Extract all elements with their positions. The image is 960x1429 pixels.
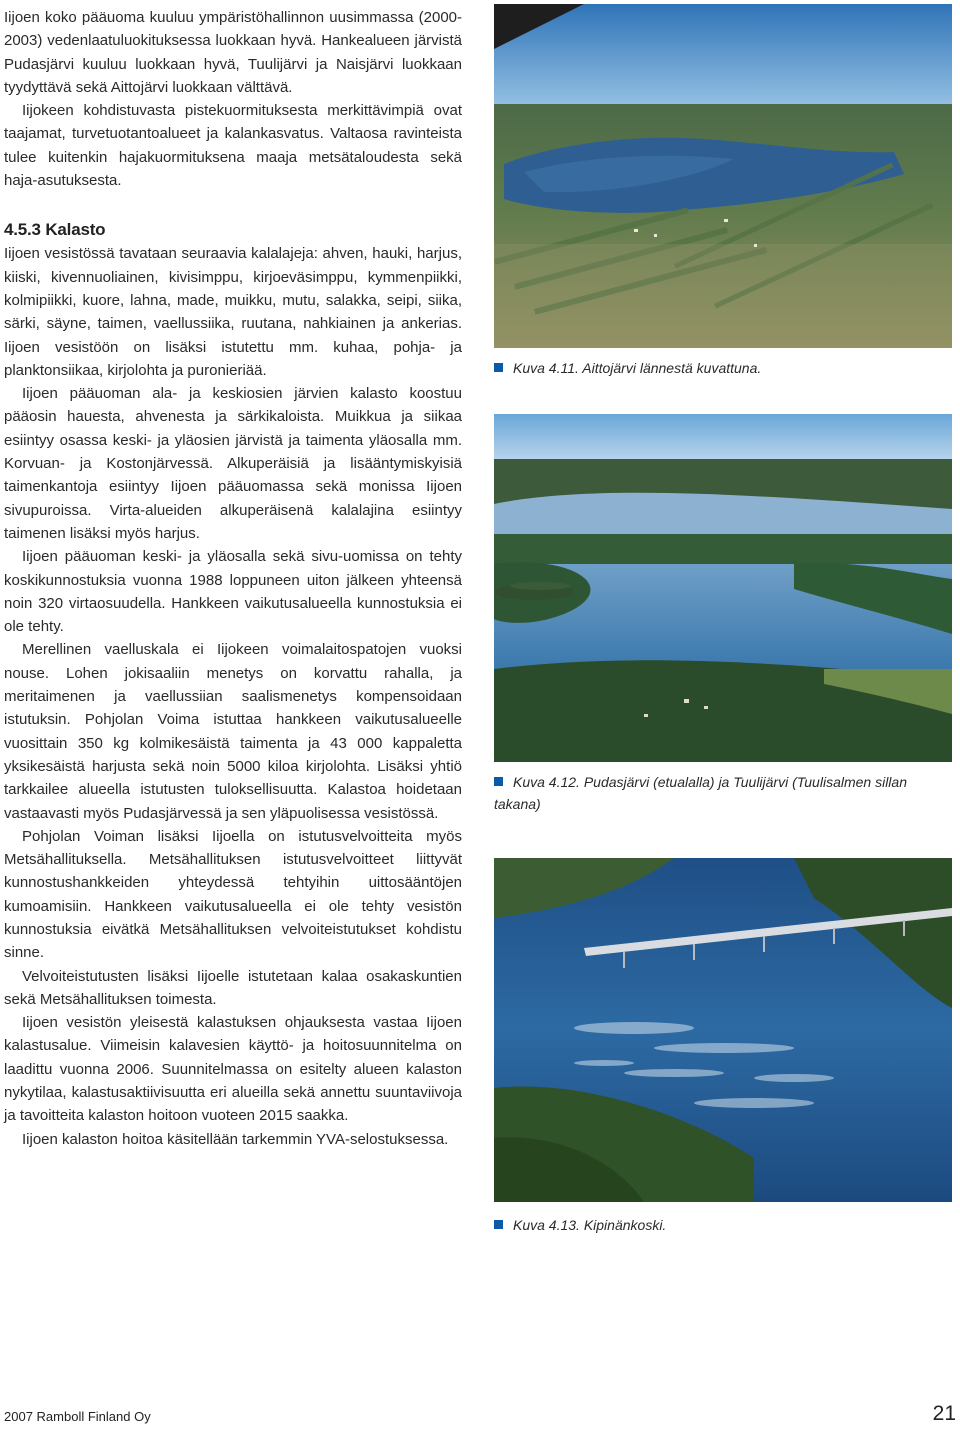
aerial-photo-aittojarvi xyxy=(494,4,952,348)
kalasto-paragraph-7: Iijoen vesistön yleisestä kalastuksen ohjauksesta vastaa Iijoen kalastusalue. Viimeisin kalavesien käyttö- ja hoitosuunnitelma on laadittu vuonna 2006. Suunnitelmassa on esitelty alueen kalaston nykytilaa, kalastusaktiivisuutta eri alueilla sekä annettu suuntaviivoja ja tavoitteita kalaston hoitoon vuoteen 2015 saakka. xyxy=(4,1014,462,1125)
kalasto-paragraph-6: Velvoiteistutusten lisäksi Iijoelle istutetaan kalaa osakaskuntien sekä Metsähallituksen toimesta. xyxy=(4,967,462,1008)
text-column xyxy=(4,6,462,1151)
page-number: 21 xyxy=(932,1402,956,1425)
kalasto-paragraph-5: Pohjolan Voiman lisäksi Iijoella on istutusvelvoitteita myös Metsähallituksella. Metsähallituksen istutusvelvoitteet liittyvät kunnostushankkeiden yhteydessä tehtyihin uittosääntöjen kumoamisiin. Hankkeen vaikutusalueella ei ole tehty vesistön kunnostuksia eivätkä Metsähallituksen velvoiteistutukset kohdistu sinne. xyxy=(4,827,462,962)
kalasto-paragraph-4: Merellinen vaelluskala ei Iijokeen voimalaitospatojen vuoksi nouse. Lohen jokisaaliin menetys on korvattu rahalla, ja meritaimenen ja vaellussiian saalismenetys kompensoidaan istutuksin. Pohjolan Voima istuttaa hankkeen vaikutusalueelle vuosittain 350 kg kolmikesäistä taimenta ja 43 000 kappaletta yksikesäistä harjusta sekä noin 5000 kiloa kirjolohta. Lisäksi yhtiö tarkkailee alueella istutusten tuloksellisuutta. Kalastoa hoidetaan vastaavasti myös Pudasjärvessä ja sen yläpuolisessa vesistössä. xyxy=(4,641,462,822)
intro-paragraph-1: Iijoen koko pääuoma kuuluu ympäristöhallinnon uusimmassa (2000-2003) vedenlaatuluokituksessa luokkaan hyvä. Hankealueen järvistä Pudasjärvi kuuluu luokkaan hyvä, Tuulijärvi ja Naisjärvi luokkaan tyydyttävä sekä Aittojärvi luokkaan välttävä. xyxy=(4,9,462,96)
caption-bullet xyxy=(494,1220,503,1229)
aerial-photo-kipinankoski xyxy=(494,858,952,1202)
kalasto-paragraph-1: Iijoen vesistössä tavataan seuraavia kalalajeja: ahven, hauki, harjus, kiiski, kivennuoliainen, kivisimppu, kirjoeväsimppu, kymmenpiikki, kolmipiikki, kuore, lahna, made, muikku, mutu, salakka, seipi, siika, särki, säyne, taimen, vaellussiika, ruutana, nahkiainen ja ankerias. Iijoen vesistöön on lisäksi istutettu mm. kuhaa, pohja- ja planktonsiikaa, kirjolohta ja puronieriää. xyxy=(4,245,462,379)
figure-caption-4-13: Kuva 4.13. Kipinänkoski. xyxy=(494,1214,934,1236)
figure-caption-4-11: Kuva 4.11. Aittojärvi lännestä kuvattuna. xyxy=(494,357,934,379)
footer-copyright: 2007 Ramboll Finland Oy xyxy=(4,1409,151,1424)
figure-caption-4-12: Kuva 4.12. Pudasjärvi (etualalla) ja Tuulijärvi (Tuulisalmen sillan takana) xyxy=(494,774,907,812)
kalasto-paragraph-2: Iijoen pääuoman ala- ja keskiosien järvien kalasto koostuu pääosin hauesta, ahvenesta ja särkikaloista. Muikkua ja siikaa esiintyy osassa keski- ja yläosien järvistä ja taimenta yläosalla mm. Korvuan- ja Kostonjärvessä. Alkuperäisiä ja lisääntymiskyisiä taimenkantoja esiintyy Iijoen pääuomassa sekä monissa Iijoen sivupuroissa. Virta-alueiden alkuperäisenä kalalajina esiintyy taimenen lisäksi myös harjus. xyxy=(4,385,462,542)
intro-paragraph-2: Iijokeen kohdistuvasta pistekuormituksesta merkittävimpiä ovat taajamat, turvetuotantoalueet ja kalankasvatus. Valtaosa ravinteista tulee kuitenkin hajakuormituksena maaja metsätaloudesta sekä haja-asutuksesta. xyxy=(4,102,462,190)
section-heading: 4.5.3 Kalasto xyxy=(4,220,106,240)
kalasto-paragraph-3: Iijoen pääuoman keski- ja yläosalla sekä sivu-uomissa on tehty koskikunnostuksia vuonna 1988 loppuneen uiton jälkeen yhteensä noin 320 virtaosuudella. Hankkeen vaikutusalueella kunnostuksia ei ole tehty. xyxy=(4,548,462,636)
caption-bullet xyxy=(494,363,503,372)
caption-bullet xyxy=(494,777,503,786)
aerial-photo-pudasjarvi xyxy=(494,414,952,762)
kalasto-paragraph-8: Iijoen kalaston hoitoa käsitellään tarkemmin YVA-selostuksessa. xyxy=(22,1130,449,1148)
